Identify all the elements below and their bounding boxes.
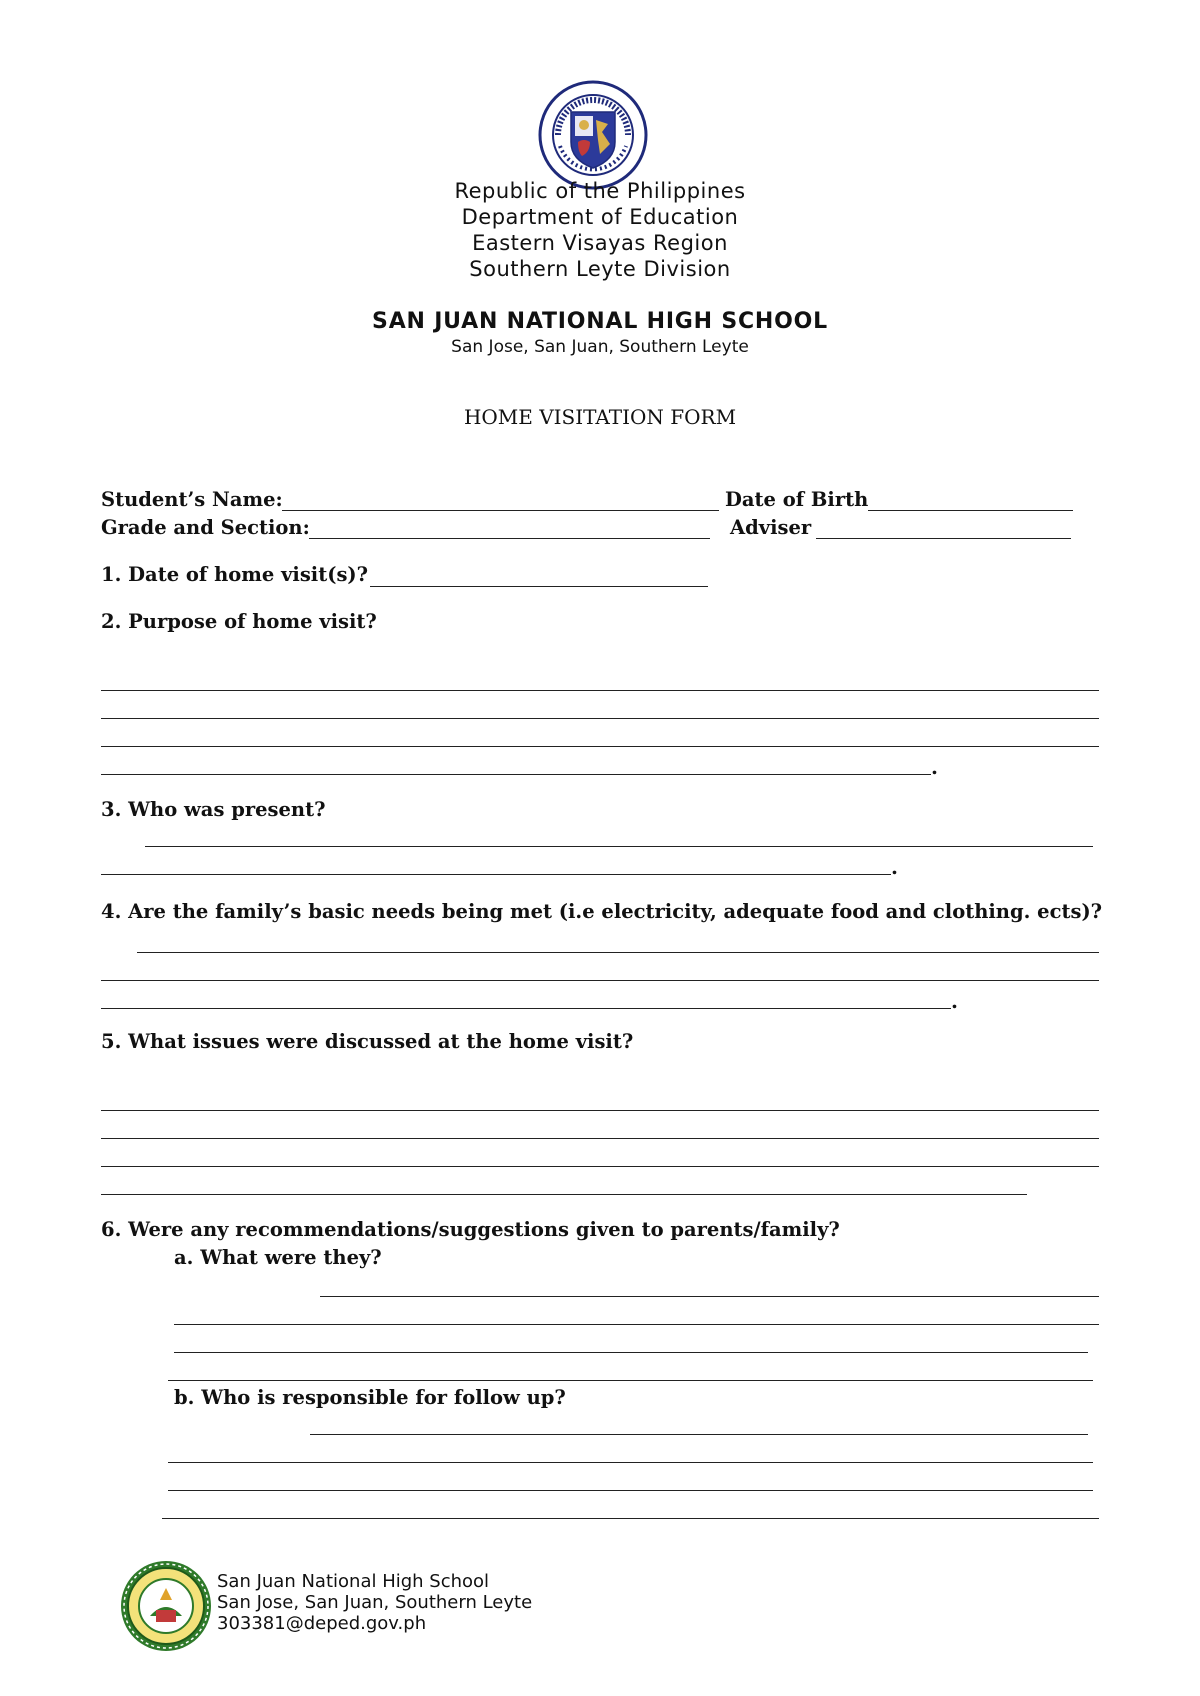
question-3-label: 3. Who was present?: [101, 798, 326, 821]
question-6a-line-1[interactable]: [320, 1296, 1099, 1297]
question-6b-label: b. Who is responsible for follow up?: [174, 1386, 566, 1409]
question-6-label: 6. Were any recommendations/suggestions given to parents/family?: [101, 1218, 840, 1241]
adviser-field[interactable]: [816, 538, 1071, 539]
school-address: San Jose, San Juan, Southern Leyte: [451, 337, 749, 357]
question-4-line-1[interactable]: [137, 952, 1099, 953]
question-4-label: 4. Are the family’s basic needs being met (i.e electricity, adequate food and clothing. ects)?: [101, 900, 1103, 923]
question-5-line-2[interactable]: [101, 1138, 1099, 1139]
question-2-line-4[interactable]: [101, 774, 931, 775]
question-2-line-2[interactable]: [101, 718, 1099, 719]
question-4-line-2[interactable]: [101, 980, 1099, 981]
footer-email[interactable]: 303381@deped.gov.ph: [217, 1613, 427, 1634]
question-6a-line-2[interactable]: [174, 1324, 1099, 1325]
question-6a-line-3[interactable]: [174, 1352, 1088, 1353]
adviser-label: Adviser: [730, 516, 812, 539]
question-1-label: 1. Date of home visit(s)?: [101, 563, 369, 586]
header-line-department: Department of Education: [461, 205, 739, 229]
question-2-label: 2. Purpose of home visit?: [101, 610, 377, 633]
date-of-birth-label: Date of Birth: [725, 488, 869, 511]
header-line-republic: Republic of the Philippines: [454, 179, 746, 203]
date-of-birth-field[interactable]: [868, 510, 1073, 511]
grade-section-field[interactable]: [309, 538, 710, 539]
question-6b-line-1[interactable]: [310, 1434, 1088, 1435]
question-5-line-1[interactable]: [101, 1110, 1099, 1111]
question-5-line-3[interactable]: [101, 1166, 1099, 1167]
question-3-line-2[interactable]: [101, 874, 891, 875]
question-5-line-4[interactable]: [101, 1194, 1027, 1195]
student-name-field[interactable]: [282, 510, 719, 511]
question-6a-label: a. What were they?: [174, 1246, 382, 1269]
footer-school-address: San Jose, San Juan, Southern Leyte: [217, 1592, 533, 1613]
school-seal-logo: [120, 1560, 212, 1652]
form-title: HOME VISITATION FORM: [463, 405, 737, 429]
question-2-line-1[interactable]: [101, 690, 1099, 691]
question-2-period: .: [931, 755, 938, 779]
header-line-division: Southern Leyte Division: [469, 257, 731, 281]
question-4-line-3[interactable]: [101, 1008, 951, 1009]
question-5-label: 5. What issues were discussed at the home visit?: [101, 1030, 634, 1053]
question-2-line-3[interactable]: [101, 746, 1099, 747]
question-6a-line-4[interactable]: [168, 1380, 1093, 1381]
deped-seal-logo: [538, 80, 648, 190]
question-1-field[interactable]: [370, 586, 708, 587]
student-name-label: Student’s Name:: [101, 488, 283, 511]
question-3-period: .: [891, 855, 898, 879]
footer-school-name: San Juan National High School: [217, 1571, 490, 1592]
school-name: SAN JUAN NATIONAL HIGH SCHOOL: [372, 309, 828, 334]
question-6b-line-3[interactable]: [168, 1490, 1093, 1491]
question-6b-line-2[interactable]: [168, 1462, 1093, 1463]
question-6b-line-4[interactable]: [162, 1518, 1099, 1519]
question-4-period: .: [951, 989, 958, 1013]
question-3-line-1[interactable]: [145, 846, 1093, 847]
grade-section-label: Grade and Section:: [101, 516, 310, 539]
header-line-region: Eastern Visayas Region: [472, 231, 728, 255]
